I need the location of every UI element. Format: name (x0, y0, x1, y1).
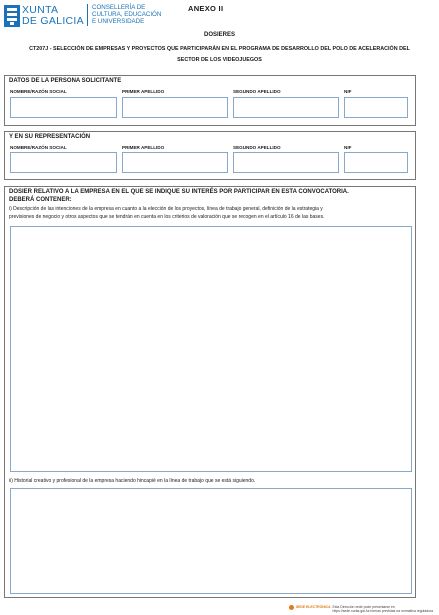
applicant-name-label: NOMBRE/RAZÓN SOCIAL (10, 89, 67, 94)
applicant-surname1-label: PRIMER APELLIDO (122, 89, 165, 94)
dossier-item-2: ii) Historial creativo y profesional de la empresa haciendo hincapié en la línea de trabajo que se está siguiendo. (9, 478, 256, 484)
subtitle-line-2: SECTOR DE LOS VIDEOJUEGOS (177, 57, 262, 63)
footer-note-line-2: https://sede.xunta.gal As formas previstas na normativa reguladora (332, 609, 433, 613)
footer (289, 605, 433, 613)
dossier-heading-2: DEBERÁ CONTENER: (9, 197, 72, 203)
sede-icon (289, 605, 294, 610)
dossier-item-1 (9, 206, 324, 221)
applicant-surname1-field[interactable] (122, 97, 228, 118)
footer-note (333, 605, 433, 613)
applicant-heading: DATOS DE LA PERSONA SOLICITANTE (9, 78, 122, 84)
applicant-surname2-label: SEGUNDO APELLIDO (233, 89, 281, 94)
representative-heading: Y EN SU REPRESENTACIÓN (9, 134, 91, 140)
applicant-nif-field[interactable] (344, 97, 408, 118)
subtitle-line-1: CT207J - SELECCIÓN DE EMPRESAS Y PROYECTOS QUE PARTICIPARÁN EN EL PROGRAMA DE DESARROLLO DEL POLO DE ACELERACIÓN DEL (29, 46, 410, 52)
logo-line-1: XUNTA (22, 4, 59, 16)
applicant-section (4, 75, 416, 126)
dossier-item-1-line-2: previsiones de negocio y otros aspectos que se tendrán en cuenta en los criterios de valoración que se recogen en el artículo 16 de las bases. (9, 213, 325, 220)
department-name (92, 4, 161, 26)
department-line-1: CONSELLERÍA DE (92, 4, 146, 11)
applicant-name-field[interactable] (10, 97, 117, 118)
representative-surname1-field[interactable] (122, 152, 228, 173)
representative-name-field[interactable] (10, 152, 117, 173)
department-line-2: CULTURA, EDUCACIÓN (92, 11, 162, 19)
dossier-item-2-textarea[interactable] (10, 488, 412, 594)
representative-nif-label: NIF (344, 145, 352, 150)
document-subtitle (20, 44, 419, 66)
sede-label: SEDE ELECTRÓNICA (295, 605, 331, 609)
representative-section (4, 131, 416, 180)
logo-line-2: DE GALICIA (22, 15, 84, 27)
xunta-crest-icon (4, 5, 20, 27)
document-title: DOSIERES (203, 32, 235, 38)
dossier-item-1-textarea[interactable] (10, 226, 412, 472)
annex-label: ANEXO II (188, 4, 224, 13)
xunta-logo-text (22, 5, 84, 27)
department-line-3: E UNIVERSIDADE (92, 18, 145, 26)
representative-surname2-label: SEGUNDO APELLIDO (233, 145, 281, 150)
applicant-surname2-field[interactable] (233, 97, 339, 118)
logo-divider (87, 4, 88, 26)
dossier-item-1-line-1: i) Descripción de las intenciones de la empresa en cuanto a la elección de los proyectos, línea de trabajo general, definición de la estrategia y (9, 206, 323, 212)
applicant-nif-label: NIF (344, 89, 352, 94)
footer-note-line-1: Esta Dirección xede pode presentarse en (332, 605, 395, 609)
representative-surname1-label: PRIMER APELLIDO (122, 145, 165, 150)
representative-name-label: NOMBRE/RAZÓN SOCIAL (10, 145, 67, 150)
representative-surname2-field[interactable] (233, 152, 339, 173)
dossier-heading-1: DOSIER RELATIVO A LA EMPRESA EN EL QUE SE INDIQUE SU INTERÉS POR PARTICIPAR EN ESTA CONVOCATORIA. (9, 189, 349, 195)
representative-nif-field[interactable] (344, 152, 408, 173)
dossier-section (4, 186, 416, 598)
